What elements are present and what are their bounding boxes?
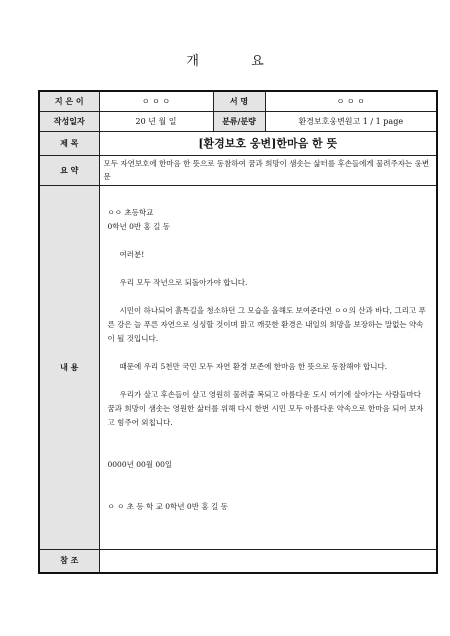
paragraph-2: 시민이 하나되어 흙톡길을 청소하던 그 모습을 올해도 보여준다면 ㅇㅇ의 산과 바다, 그리고 푸른 강은 늘 푸른 자연으로 싱싱할 것이며 맑고 깨끗한 환경은 내일의 희망을 보장하는 말없는 약속이 될 것입니다. bbox=[107, 305, 426, 343]
content-body bbox=[99, 185, 437, 549]
summary-label: 요 약 bbox=[39, 155, 99, 185]
summary-row bbox=[39, 155, 437, 185]
signoff-line: ㅇ ㅇ 초 등 학 교 0학년 0반 홍 길 동 bbox=[107, 501, 228, 511]
summary-value: 모두 자연보호에 한마음 한 뜻으로 동참하여 꿈과 희망이 샘솟는 삶터를 후손들에게 물려주자는 웅변문 bbox=[99, 155, 437, 185]
reference-label: 참 조 bbox=[39, 549, 99, 573]
category-label: 분류/분량 bbox=[213, 111, 265, 131]
author-label: 지 은 이 bbox=[39, 91, 99, 111]
subject-row bbox=[39, 131, 437, 155]
content-label: 내 용 bbox=[39, 185, 99, 549]
subject-label: 제 목 bbox=[39, 131, 99, 155]
category-value: 환경보호웅변원고 1 / 1 page bbox=[265, 111, 437, 131]
speech-date: 0000년 00월 00일 bbox=[107, 459, 173, 469]
document-title: 개 요 bbox=[186, 54, 288, 69]
author-value: ㅇ ㅇ ㅇ bbox=[99, 91, 213, 111]
paragraph-4: 우리가 살고 후손들이 살고 영원히 물려줄 복되고 아름다운 도시 여기에 살아가는 사람들마다 꿈과 희망이 샘솟는 영원한 삶터를 위해 다시 한번 시민 모두 아름다운 약속으로 한마음 되어 보자고 힘주어 외칩니다. bbox=[107, 389, 424, 427]
signature-label: 서 명 bbox=[213, 91, 265, 111]
greeting: 여러분! bbox=[119, 249, 145, 259]
summary-form-table bbox=[38, 90, 438, 574]
reference-value bbox=[99, 549, 437, 573]
paragraph-1: 우리 모두 작년으로 되돌아가야 합니다. bbox=[119, 277, 248, 287]
content-row bbox=[39, 185, 437, 549]
subject-value: [환경보호 웅변]한마음 한 뜻 bbox=[99, 131, 437, 155]
paragraph-3: 때문에 우리 5천만 국민 모두 자연 환경 보존에 한마음 한 뜻으로 동참해야 합니다. bbox=[119, 361, 388, 371]
date-value: 20 년 월 일 bbox=[99, 111, 213, 131]
author-row bbox=[39, 91, 437, 111]
date-row bbox=[39, 111, 437, 131]
reference-row bbox=[39, 549, 437, 573]
date-label: 작성일자 bbox=[39, 111, 99, 131]
student-line: 0학년 0반 홍 길 동 bbox=[107, 221, 171, 231]
school-line: ㅇㅇ 초등학교 bbox=[107, 207, 154, 217]
signature-value: ㅇ ㅇ ㅇ bbox=[265, 91, 437, 111]
